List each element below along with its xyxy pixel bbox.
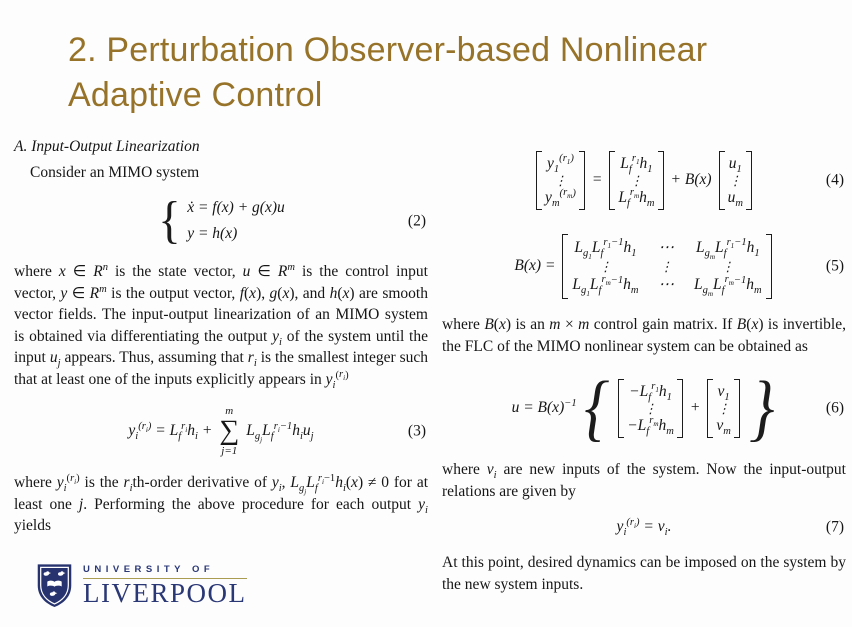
equation-7-number: (7) xyxy=(825,518,844,536)
equation-7 xyxy=(442,514,846,540)
open-brace: { xyxy=(583,367,609,449)
section-heading: A. Input-Output Linearization xyxy=(14,138,200,155)
equation-5 xyxy=(442,228,846,304)
equation-3-number: (3) xyxy=(407,422,426,440)
right-column xyxy=(442,136,846,595)
paragraph-5: At this point, desired dynamics can be imposed on the system by the new system inputs. xyxy=(442,554,846,593)
equation-2 xyxy=(14,193,428,249)
vector-inputs: $u_1$ ⋮ $u_m$ xyxy=(719,151,752,210)
page-title-line-2: Adaptive Control xyxy=(68,76,323,114)
plus-B-term: + B(x) xyxy=(670,171,712,189)
equation-6-number: (6) xyxy=(825,399,844,417)
equals-sign: = xyxy=(591,171,603,189)
summation-symbol: m ∑ j=1 xyxy=(219,404,240,457)
equation-5-lhs: B(x) = xyxy=(514,257,556,275)
equation-2-line-1: ẋ = f(x) + g(x)u xyxy=(187,199,285,216)
lead-in-text: Consider an MIMO system xyxy=(30,163,200,181)
cases-brace: { xyxy=(158,192,181,249)
close-brace: } xyxy=(749,367,775,449)
page-title-line-1: 2. Perturbation Observer-based Nonlinear xyxy=(68,31,708,69)
vector-outputs: $y_1^{(r_1)}$ ⋮ $y_m^{(r_m)}$ xyxy=(536,151,585,210)
paragraph-1: where x ∈ $R^n$ is the state vector, u ∈ $R^m$ is the control input vector, y ∈ $R^m$ is the output vector, f(x), g(x), and h(x) are smooth vector fields. The input-output linearization of an MIMO system is obtained via differentiating the output $y_i$ of the system until the input $u_j$ appears. Thus, assuming that $r_i$ is the smallest integer such that at least one of the inputs explicitly appears in $y_i^{(r_i)}$ xyxy=(14,261,428,391)
equation-4 xyxy=(442,138,846,222)
equation-5-number: (5) xyxy=(825,257,844,275)
equation-6-lhs: $u = B(x)^{-1}$ xyxy=(511,398,577,417)
vector-new-inputs: $v_1$ ⋮ $v_m$ xyxy=(707,379,740,438)
equation-6 xyxy=(442,365,846,451)
liverpool-crest-icon xyxy=(35,562,74,608)
logo-text xyxy=(83,562,247,608)
left-column xyxy=(14,136,428,537)
equation-2-line-2: y = h(x) xyxy=(187,225,238,242)
paragraph-2: where $y_i^{(r_i)}$ is the $r_ith$-order derivative of $y_i$, $L_{g_j}L_f^{r_i-1}h_i(x) \ne 0$ for at least one j. Performing the above procedure for each output $y_i$ yields xyxy=(14,472,429,534)
paragraph-3: where B(x) is an m × m control gain matrix. If B(x) is invertible, the FLC of the MIMO nonlinear system can be obtained as xyxy=(442,316,846,355)
vector-neg-lie: $-L_f^{r_1}h_1$ ⋮ $-L_f^{r_m}h_m$ xyxy=(618,379,683,438)
plus-sign: + xyxy=(689,399,701,417)
equation-2-number: (2) xyxy=(407,212,426,230)
equation-3-lhs: $y_i^{(r_i)} = L_f^{r_i}h_i$ + xyxy=(128,421,213,443)
university-of-text: UNIVERSITY OF xyxy=(83,564,247,579)
liverpool-text: LIVERPOOL xyxy=(83,578,247,608)
paragraph-4: where $v_i$ are new inputs of the system. Now the input-output relations are given by xyxy=(442,461,846,500)
vector-lie-derivatives: $L_f^{r_1}h_1$ ⋮ $L_f^{r_m}h_m$ xyxy=(609,151,663,210)
university-logo xyxy=(35,562,247,608)
equation-3 xyxy=(14,400,428,462)
page-title xyxy=(68,28,707,118)
control-gain-matrix: $L_{g_1}L_f^{r_1-1}h_1$ ⋯ $L_{g_m}L_f^{r_1-1}h_1$ ⋮ ⋮ ⋮ $L_{g_1}L_f^{r_m-1}h_m$ ⋯ $L_{g_m}L_f^{r_m-1}h_m$ xyxy=(562,234,771,299)
equation-3-rhs: $L_{g_j}L_f^{r_i-1}h_iu_j$ xyxy=(246,421,314,445)
equation-7-body: $y_i^{(r_i)} = v_i$. xyxy=(616,517,672,539)
equation-4-number: (4) xyxy=(825,171,844,189)
